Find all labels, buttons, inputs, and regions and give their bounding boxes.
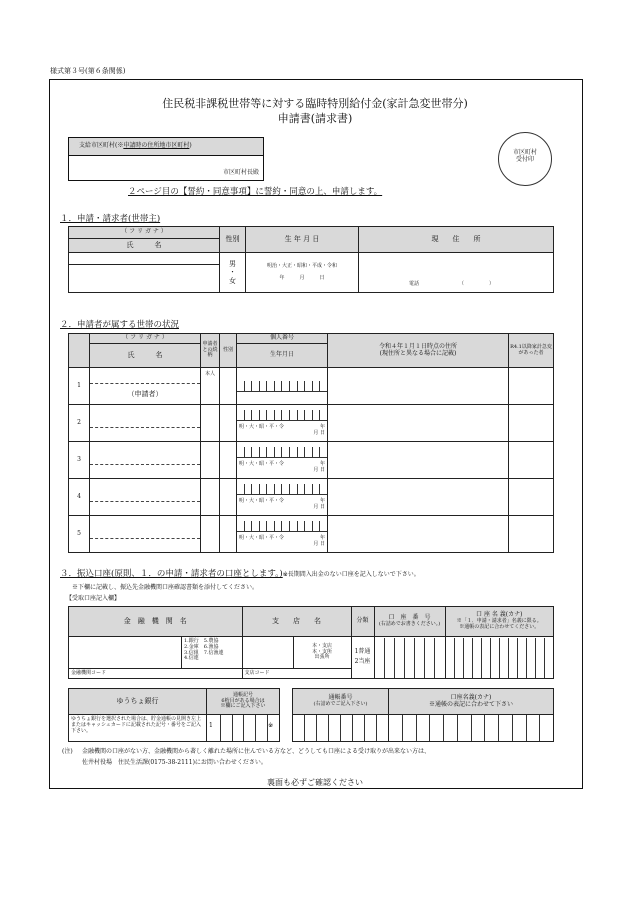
household-row: 5 明・大・昭・平・令 年 月 日 xyxy=(69,516,554,553)
passbook-number-field[interactable] xyxy=(293,715,389,742)
municipality-label: 支給市区町村(※ xyxy=(79,142,124,149)
section2-heading: ２．申請者が属する世帯の状況 xyxy=(60,320,180,330)
footer-note-2: 佐井村役場 住民生活課(0175-38-2111)にお問い合わせください。 xyxy=(82,759,267,766)
yucho-holder-field[interactable] xyxy=(389,715,554,742)
branch-code-field[interactable]: 支店コード xyxy=(242,669,351,679)
section1-heading: １．申請・請求者(世帯主) xyxy=(60,214,161,224)
applicant-furigana-field[interactable] xyxy=(69,253,220,265)
bank-code-field[interactable]: 金融機関コード xyxy=(69,669,243,679)
account-holder-field[interactable] xyxy=(445,637,553,679)
bank-name-field[interactable] xyxy=(69,637,182,669)
form-title: 住民税非課税世帯等に対する臨時特別給付金(家計急変世帯分) xyxy=(162,97,468,110)
section3-heading: ３．振込口座(原則、１．の申請・請求者の口座とします。) xyxy=(60,569,283,579)
passbook-mark-field[interactable]: 1 ※ xyxy=(207,715,280,742)
household-row: 4 明・大・昭・平・令 年 月 日 xyxy=(69,479,554,516)
form-number: 様式第３号(第６条関係) xyxy=(50,67,126,75)
yucho-note: ゆうちょ銀行を選択された場合は、貯金通帳の見開き左上またはキャッシュカードに記載された記号・番号をご記入下さい。 xyxy=(69,715,207,742)
household-row: 2 明・大・昭・平・令 年 月 日 xyxy=(69,405,554,442)
recipient-box: 支給市区町村(※申請時の住所地市区町村) 市区町村長殿 xyxy=(68,137,264,181)
mayor-salutation: 市区町村長殿 xyxy=(222,169,259,177)
footer-note-1: 金融機関の口座がない方、金融機関から著しく離れた場所に住んでいる方など、どうしても口座による受け取りが出来ない方は、 xyxy=(82,748,431,755)
bank-box-label: 【受取口座記入欄】 xyxy=(66,595,121,602)
municipality-underlined: 申請時の住所地市区町村 xyxy=(123,142,190,149)
applicant-name-field[interactable] xyxy=(69,265,220,293)
section3-heading-wrap xyxy=(60,567,420,579)
applicant-table: （ フ リ ガ ナ ） 性別 生 年 月 日 現 住 所 氏 名 男 ・ 女 明治・大正・昭和・平成・令和 年 月 日 電話 （ ） xyxy=(68,226,554,293)
yucho-label: ゆうちょ銀行 xyxy=(69,689,207,715)
yucho-table: ゆうちょ銀行 通帳記号 6桁目がある場合は ※欄にご記入下さい 通帳番号 (右詰めでご記入下さい) 口座名義(カナ) ※通帳の表記に合わせて下さい ゆうちょ銀行を選択された場合は、貯金通帳の見開き左上またはキャッシュカードに記載された記号・番号をご記入下さい。 1 ※ xyxy=(68,688,554,742)
form-subtitle: 申請書(請求書) xyxy=(277,112,353,125)
section3-note: ※長期間入出金のない口座を記入しないで下さい。 xyxy=(282,571,420,578)
bank-table: 金 融 機 関 名 支 店 名 分類 口 座 番 号 (右詰めでお書きください。) 口 座 名 義(カナ) ※「１．申請・請求者」名義に限る。 ※通帳の表記に合わせてください。 1.銀行 5.農協 2.金庫 6.漁協 3.信組 7.信漁連 4.信連 本・支店 本・支所 出張所 1普通 2当座 金融機関コード 支店コード xyxy=(68,606,554,679)
household-row: 3 明・大・昭・平・令 年 月 日 xyxy=(69,442,554,479)
applicant-gender[interactable]: 男 ・ 女 xyxy=(220,253,246,293)
attach-note: ※下欄に記載し、振込先金融機関口座確認書類を添付してください。 xyxy=(72,584,259,591)
footer-note-label: (注) xyxy=(62,748,73,755)
branch-name-field[interactable] xyxy=(242,637,293,669)
applicant-dob[interactable]: 明治・大正・昭和・平成・令和 年 月 日 xyxy=(246,253,359,293)
pledge-text: ２ページ目の【誓約・同意事項】に誓約・同意の上、申請します。 xyxy=(128,187,383,197)
self-name-cell[interactable]: （申請者） xyxy=(90,368,201,405)
account-number-field[interactable] xyxy=(374,637,445,679)
applicant-address[interactable]: 電話 （ ） xyxy=(359,253,554,293)
account-category[interactable]: 1普通 2当座 xyxy=(351,637,374,679)
reception-stamp: 市区町村 受付印 xyxy=(498,132,552,186)
household-row: 1 （申請者） 本人 xyxy=(69,368,554,405)
household-table: （ フ リ ガ ナ ） 申請者との続柄 性別 個人番号 令和４年１月１日時点の住所 (現住所と異なる場合に記載) R4.1以降家計急変があった者 氏 名 生年月日 1 （申請者） 本人 2 明・大・昭・平・令 年 月 日 3 明・大・昭・平・令 年 月 日 4 明・大・昭・平・令 年 月 日 5 明・大・昭・平・令 年 月 日 xyxy=(68,333,554,553)
back-side-notice: 裏面も必ずご確認ください xyxy=(267,778,363,787)
